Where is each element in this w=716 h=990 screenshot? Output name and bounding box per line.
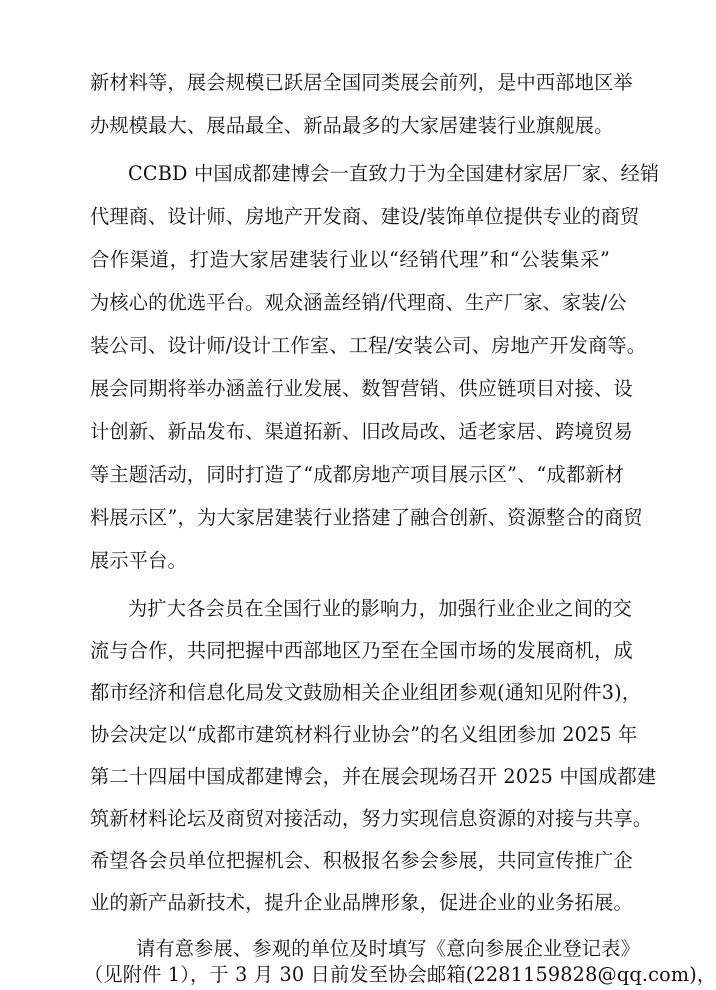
text-line: 展会同期将举办涵盖行业发展、数智营销、供应链项目对接、设 — [90, 377, 633, 400]
text-line: 料展示区”，为大家居建装行业搭建了融合创新、资源整合的商贸 — [90, 506, 643, 529]
text-line: 新材料等，展会规模已跃居全国同类展会前列，是中西部地区举 — [90, 71, 633, 94]
text-line: 希望各会员单位把握机会、积极报名参会参展，共同宣传推广企 — [90, 849, 633, 872]
text-line: 业的新产品新技术，提升企业品牌形象，促进企业的业务拓展。 — [90, 891, 633, 914]
text-line: 请有意参展、参观的单位及时填写《意向参展企业登记表》 — [136, 937, 641, 960]
text-line: 合作渠道，打造大家居建装行业以“经销代理”和“公装集采” — [90, 248, 610, 271]
text-line: 流与合作，共同把握中西部地区乃至在全国市场的发展商机，成 — [90, 639, 633, 662]
text-line: （见附件 1），于 3 月 30 日前发至协会邮箱(2281159828@qq.com)， — [84, 963, 716, 986]
text-line: 等主题活动，同时打造了“成都房地产项目展示区”、“成都新材 — [90, 463, 625, 486]
text-line: 办规模最大、展品最全、新品最多的大家居建装行业旗舰展。 — [90, 114, 614, 137]
text-line: 为扩大各会员在全国行业的影响力，加强行业企业之间的交 — [128, 597, 633, 620]
text-line: 筑新材料论坛及商贸对接活动，努力实现信息资源的对接与共享。 — [90, 807, 653, 830]
text-line: 装公司、设计师/设计工作室、工程/安装公司、房地产开发商等。 — [90, 334, 647, 357]
text-line: 协会决定以“成都市建筑材料行业协会”的名义组团参加 2025 年 — [90, 723, 638, 746]
text-line: CCBD 中国成都建博会一直致力于为全国建材家居厂家、经销 — [128, 162, 660, 185]
text-line: 代理商、设计师、房地产开发商、建设/装饰单位提供专业的商贸 — [90, 205, 640, 228]
text-line: 为核心的优选平台。观众涵盖经销/代理商、生产厂家、家装/公 — [90, 291, 627, 314]
text-line: 展示平台。 — [90, 549, 187, 572]
text-line: 第二十四届中国成都建博会，并在展会现场召开 2025 中国成都建 — [90, 765, 657, 788]
text-line: 计创新、新品发布、渠道拓新、旧改局改、适老家居、跨境贸易 — [90, 420, 633, 443]
text-line: 都市经济和信息化局发文鼓励相关企业组团参观(通知见附件3)， — [90, 681, 642, 704]
